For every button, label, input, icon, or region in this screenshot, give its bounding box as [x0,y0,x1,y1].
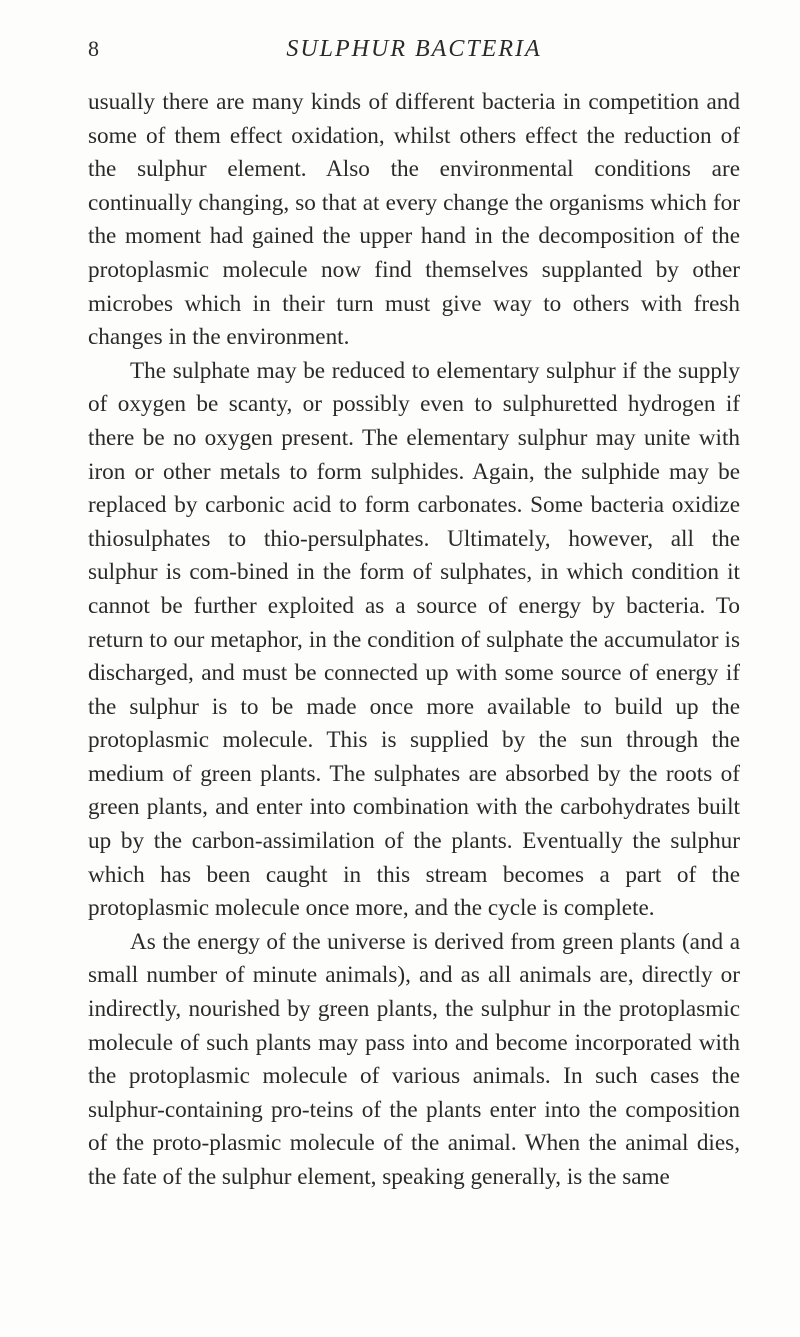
paragraph-sulphate-reduction: The sulphate may be reduced to elementary sulphur if the supply of oxygen be scanty, or possibly even to sulphuretted hydrogen if there be no oxygen present. The elementary sulphur may unite with iron or other metals to form sulphides. Again, the sulphide may be replaced by carbonic acid to form carbonates. Some bacteria oxidize thiosulphates to thio-persulphates. Ultimately, however, all the sulphur is com-bined in the form of sulphates, in which condition it cannot be further exploited as a source of energy by bacteria. To return to our metaphor, in the condition of sulphate the accumulator is discharged, and must be connected up with some source of energy if the sulphur is to be made once more available to build up the protoplasmic molecule. This is supplied by the sun through the medium of green plants. The sulphates are absorbed by the roots of green plants, and enter into combination with the carbohydrates built up by the carbon-assimilation of the plants. Eventually the sulphur which has been caught in this stream becomes a part of the protoplasmic molecule once more, and the cycle is complete. [88,357,740,922]
page-header [88,36,740,68]
page-number: 8 [88,36,100,61]
running-title: SULPHUR BACTERIA [286,36,542,62]
body-text [88,86,740,1195]
paragraph-energy-universe: As the energy of the universe is derived from green plants (and a small number of minute animals), and as all animals are, directly or indirectly, nourished by green plants, the sulphur in the protoplasmic molecule of such plants may pass into and become incorporated with the protoplasmic molecule of various animals. In such cases the sulphur-containing pro-teins of the plants enter into the composition of the proto-plasmic molecule of the animal. When the animal dies, the fate of the sulphur element, speaking generally, is the same [88,928,740,1190]
paragraph-continued: usually there are many kinds of different bacteria in competition and some of them effect oxidation, whilst others effect the reduction of the sulphur element. Also the environmental conditions are continually changing, so that at every change the organisms which for the moment had gained the upper hand in the decomposition of the protoplasmic molecule now find themselves supplanted by other microbes which in their turn must give way to others with fresh changes in the environment. [88,89,740,351]
